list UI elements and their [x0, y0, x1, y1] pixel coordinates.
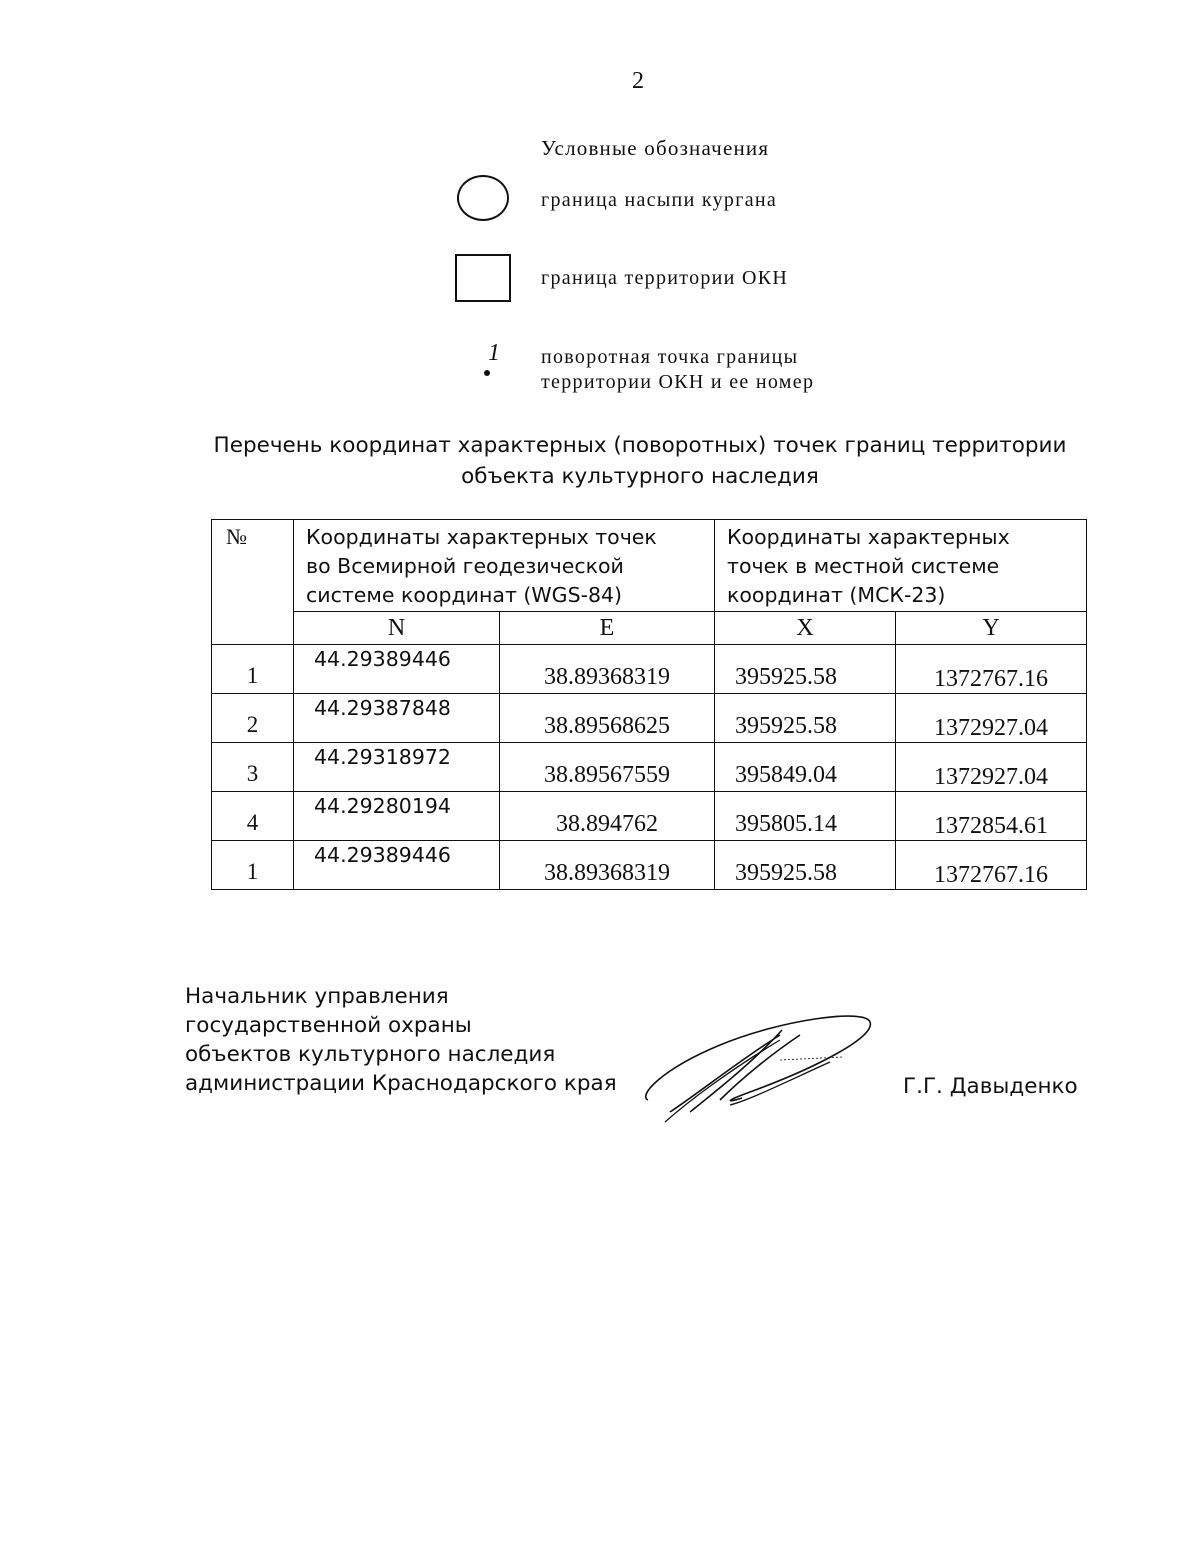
cell-e: 38.894762	[500, 792, 715, 841]
legend-label-mound: граница насыпи кургана	[541, 189, 778, 211]
msk23-group-header	[715, 520, 1087, 612]
circle-outline-icon	[457, 175, 509, 221]
legend-title: Условные обозначения	[541, 136, 770, 160]
cell-n: 44.29389446	[294, 841, 500, 890]
cell-point-number: 1	[212, 645, 294, 694]
legend-label-territory: граница территории ОКН	[541, 267, 789, 289]
col-x-header: X	[715, 612, 896, 645]
cell-y: 1372927.04	[896, 694, 1087, 743]
col-e-header: E	[500, 612, 715, 645]
point-marker-icon	[480, 340, 510, 380]
cell-x: 395925.58	[715, 694, 896, 743]
cell-x: 395925.58	[715, 645, 896, 694]
cell-n: 44.29389446	[294, 645, 500, 694]
cell-e: 38.89368319	[500, 841, 715, 890]
wgs84-header-line2: во Всемирной геодезической	[306, 554, 624, 578]
table-row	[212, 694, 1087, 743]
signatory-title-line2: государственной охраны	[185, 1013, 472, 1038]
signatory-title-line3: объектов культурного наследия	[185, 1042, 556, 1067]
cell-n: 44.29387848	[294, 694, 500, 743]
signatory-title-line1: Начальник управления	[185, 984, 449, 1009]
cell-e: 38.89568625	[500, 694, 715, 743]
coordinates-table	[211, 519, 1087, 890]
legend-label-point-line1: поворотная точка границы	[541, 346, 799, 368]
table-heading-line1: Перечень координат характерных (поворотных) точек границ территории	[213, 433, 1067, 458]
cell-n: 44.29318972	[294, 743, 500, 792]
page-number: 2	[632, 68, 644, 94]
cell-y: 1372767.16	[896, 645, 1087, 694]
cell-y: 1372927.04	[896, 743, 1087, 792]
legend-label-point	[541, 345, 814, 395]
cell-x: 395805.14	[715, 792, 896, 841]
table-row	[212, 792, 1087, 841]
point-marker-number: 1	[488, 340, 500, 366]
wgs84-header-line3: системе координат (WGS-84)	[306, 583, 623, 607]
wgs84-group-header	[294, 520, 715, 612]
table-heading-line2: объекта культурного наследия	[461, 464, 819, 489]
cell-point-number: 3	[212, 743, 294, 792]
table-heading	[150, 430, 1130, 492]
msk23-header-line2: точек в местной системе	[727, 554, 1000, 578]
point-dot	[484, 370, 490, 376]
square-outline-icon	[455, 254, 511, 302]
table-row	[212, 645, 1087, 694]
signatory-title-line4: администрации Краснодарского края	[185, 1071, 617, 1096]
cell-y: 1372767.16	[896, 841, 1087, 890]
legend-label-point-line2: территории ОКН и ее номер	[541, 371, 815, 393]
col-y-header: Y	[896, 612, 1087, 645]
cell-x: 395925.58	[715, 841, 896, 890]
col-n-header: N	[294, 612, 500, 645]
table-row	[212, 743, 1087, 792]
cell-n: 44.29280194	[294, 792, 500, 841]
table-subheader-row	[212, 612, 1087, 645]
col-number-header: №	[212, 520, 294, 645]
cell-point-number: 1	[212, 841, 294, 890]
wgs84-header-line1: Координаты характерных точек	[306, 525, 657, 549]
handwritten-signature	[630, 1000, 890, 1130]
msk23-header-line1: Координаты характерных	[727, 525, 1010, 549]
table-row	[212, 841, 1087, 890]
table-header-row	[212, 520, 1087, 612]
cell-point-number: 2	[212, 694, 294, 743]
cell-e: 38.89368319	[500, 645, 715, 694]
signatory-title	[185, 982, 617, 1098]
msk23-header-line3: координат (МСК-23)	[727, 583, 946, 607]
signatory-name: Г.Г. Давыденко	[903, 1074, 1078, 1099]
cell-y: 1372854.61	[896, 792, 1087, 841]
cell-x: 395849.04	[715, 743, 896, 792]
cell-point-number: 4	[212, 792, 294, 841]
cell-e: 38.89567559	[500, 743, 715, 792]
